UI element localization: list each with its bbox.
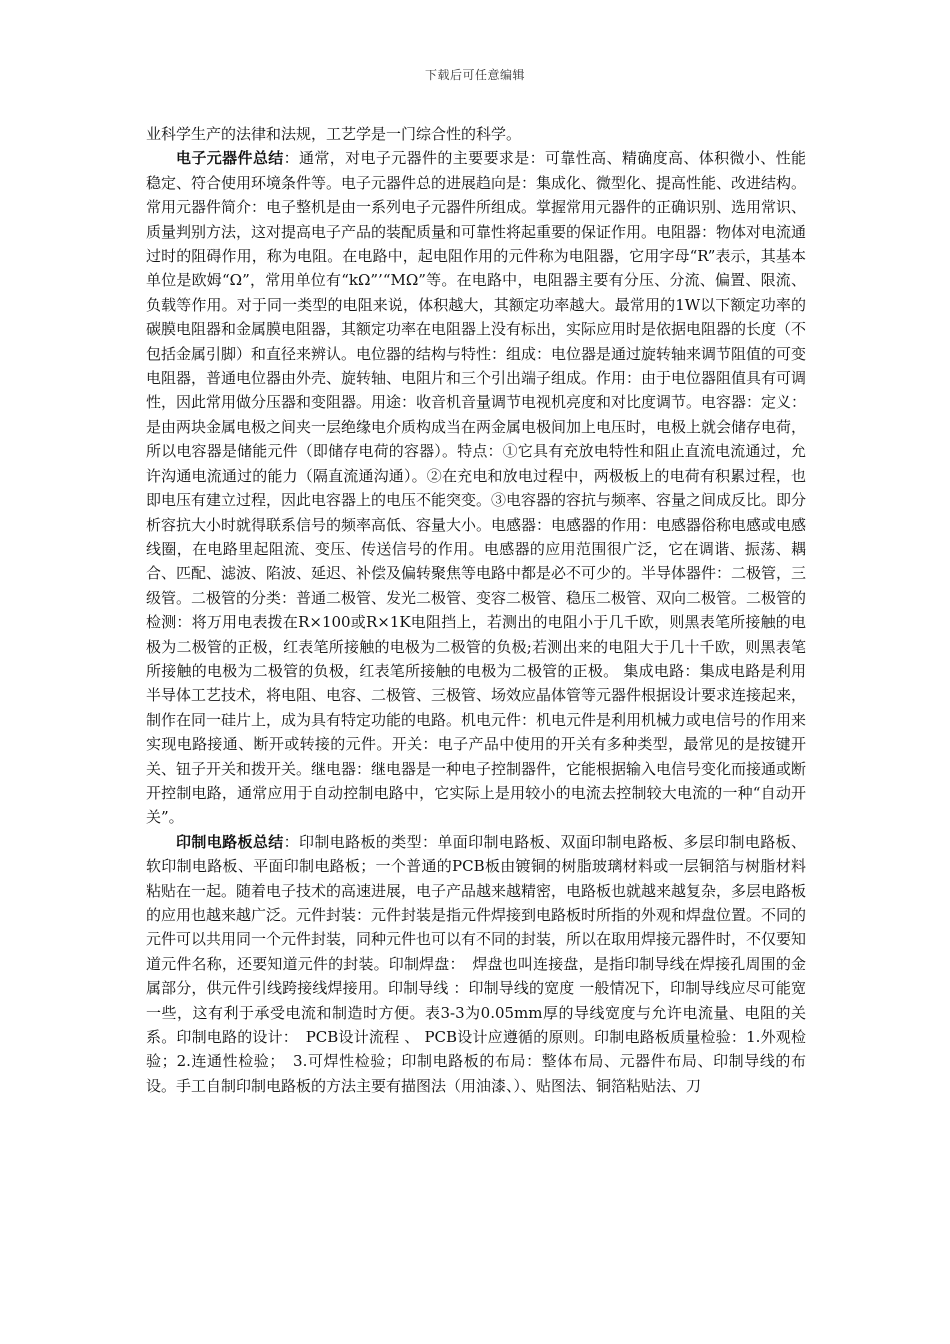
paragraph-text: 业科学生产的法律和法规，工艺学是一门综合性的科学。	[146, 125, 522, 143]
document-body	[146, 122, 806, 1098]
section-heading-pcb: 印制电路板总结	[176, 832, 284, 851]
paragraph-continuation	[146, 122, 806, 146]
page-header: 下载后可任意编辑	[424, 68, 525, 82]
paragraph-components-summary	[146, 146, 806, 829]
section-heading-components: 电子元器件总结	[176, 149, 284, 168]
paragraph-pcb-summary	[146, 830, 806, 1098]
paragraph-text: ：通常，对电子元器件的主要要求是：可靠性高、精确度高、体积微小、性能稳定、符合使用环境条件等。电子元器件总的进展趋向是：集成化、微型化、提高性能、改进结构。常用元器件简介：电子整机是由一系列电子元器件所组成。掌握常用元器件的正确识别、选用常识、质量判别方法，这对提高电子产品的装配质量和可靠性将起重要的保证作用。电阻器：物体对电流通过时的阻碍作用，称为电阻。在电路中，起电阻作用的元件称为电阻器，它用字母“R”表示，其基本单位是欧姆“Ω”，常用单位有“kΩ”’“MΩ”等。在电路中，电阻器主要有分压、分流、偏置、限流、负载等作用。对于同一类型的电阻来说，体积越大，其额定功率越大。最常用的1W以下额定功率的碳膜电阻器和金属膜电阻器，其额定功率在电阻器上没有标出，实际应用时是依据电阻器的长度（不包括金属引脚）和直径来辨认。电位器的结构与特性：组成：电位器是通过旋转轴来调节阻值的可变电阻器，普通电位器由外壳、旋转轴、电阻片和三个引出端子组成。作用：由于电位器阻值具有可调性，因此常用做分压器和变阻器。用途：收音机音量调节电视机亮度和对比度调节。电容器：定义：是由两块金属电极之间夹一层绝缘电介质构成当在两金属电极间加上电压时，电极上就会储存电荷，所以电容器是储能元件（即储存电荷的容器）。特点：①它具有充放电特性和阻止直流电流通过，允许沟通电流通过的能力（隔直流通沟通）。②在充电和放电过程中，两极板上的电荷有积累过程，也即电压有建立过程，因此电容器上的电压不能突变。③电容器的容抗与频率、容量之间成反比。即分析容抗大小时就得联系信号的频率高低、容量大小。电感器：电感器的作用：电感器俗称电感或电感线圈，在电路里起阻流、变压、传送信号的作用。电感器的应用范围很广泛，它在调谐、振荡、耦合、匹配、滤波、陷波、延迟、补偿及偏转聚焦等电路中都是必不可少的。半导体器件：二极管，三级管。二极管的分类：普通二极管、发光二极管、变容二极管、稳压二极管、双向二极管。二极管的检测：将万用电表拨在R×100或R×1K电阻挡上，若测出的电阻小于几千欧，则黑表笔所接触的电极为二极管的正极，红表笔所接触的电极为二极管的负极;若测出来的电阻大于几十千欧，则黑表笔所接触的电极为二极管的负极，红表笔所接触的电极为二极管的正极。 集成电路：集成电路是利用半导体工艺技术，将电阻、电容、二极管、三极管、场效应晶体管等元器件根据设计要求连接起来，制作在同一硅片上，成为具有特定功能的电路。机电元件：机电元件是利用机械力或电信号的作用来实现电路接通、断开或转接的元件。开关：电子产品中使用的开关有多种类型，最常见的是按键开关、钮子开关和拨开关。继电器：继电器是一种电子控制器件，它能根据输入电信号变化而接通或断开控制电路，通常应用于自动控制电路中，它实际上是用较小的电流去控制较大电流的一种“自动开关”。	[146, 149, 807, 827]
paragraph-text: ：印制电路板的类型：单面印制电路板、双面印制电路板、多层印制电路板、软印制电路板、平面印制电路板；一个普通的PCB板由镀铜的树脂玻璃材料或一层铜箔与树脂材料粘贴在一起。随着电子技术的高速进展，电子产品越来越精密，电路板也就越来越复杂，多层电路板的应用也越来越广泛。元件封装：元件封装是指元件焊接到电路板时所指的外观和焊盘位置。不同的元件可以共用同一个元件封装，同种元件也可以有不同的封装，所以在取用焊接元器件时，不仅要知道元件名称，还要知道元件的封装。印制焊盘： 焊盘也叫连接盘，是指印制导线在焊接孔周围的金属部分，供元件引线跨接线焊接用。印制导线 ：印制导线的宽度 一般情况下，印制导线应尽可能宽一些，这有利于承受电流和制造时方便。表3-3为0.05mm厚的导线宽度与允许电流量、电阻的关系。印制电路的设计： PCB设计流程 、 PCB设计应遵循的原则。印制电路板质量检验：1.外观检验；2.连通性检验； 3.可焊性检验；印制电路板的布局：整体布局、元器件布局、印制导线的布设。手工自制印制电路板的方法主要有描图法（用油漆、）、贴图法、铜箔粘贴法、刀	[146, 832, 807, 1095]
